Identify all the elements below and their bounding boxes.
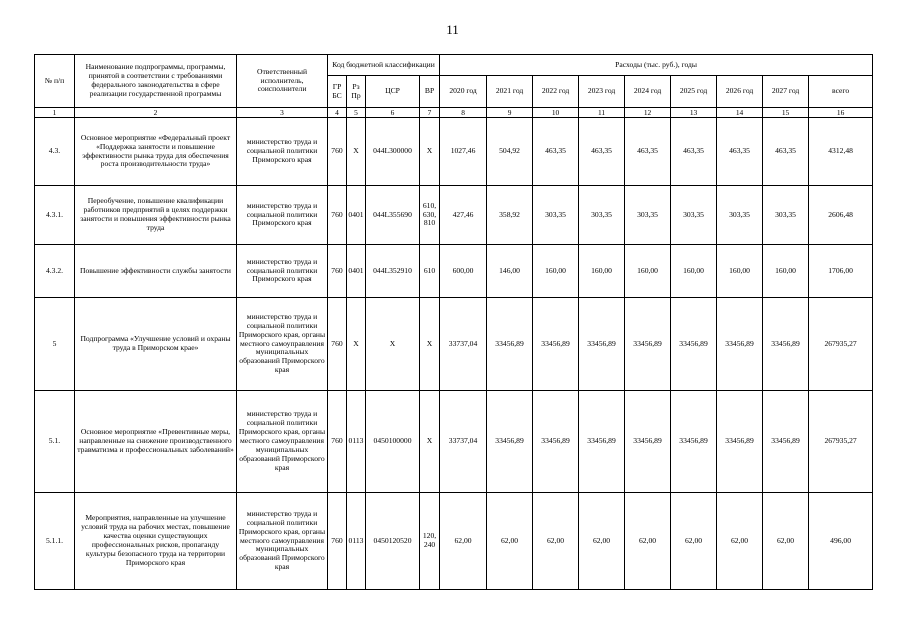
column-number: 11 — [579, 108, 625, 118]
row-grbs: 760 — [328, 391, 347, 493]
row-responsible: министерство труда и социальной политики Приморского края — [237, 245, 328, 298]
row-value: 303,35 — [533, 186, 579, 245]
header-year: 2024 год — [625, 76, 671, 108]
column-number: 5 — [347, 108, 366, 118]
row-grbs: 760 — [328, 118, 347, 186]
row-grbs: 760 — [328, 298, 347, 391]
row-value: 62,00 — [625, 493, 671, 590]
header-year: 2022 год — [533, 76, 579, 108]
row-value: 33737,04 — [440, 391, 487, 493]
column-number: 9 — [487, 108, 533, 118]
table-row — [35, 493, 873, 590]
header-year: 2027 год — [763, 76, 809, 108]
row-value: 33456,89 — [671, 391, 717, 493]
column-number: 4 — [328, 108, 347, 118]
column-number: 10 — [533, 108, 579, 118]
row-num: 4.3. — [35, 118, 75, 186]
row-value: 33456,89 — [533, 391, 579, 493]
row-value: 33456,89 — [671, 298, 717, 391]
row-rzpr: 0113 — [347, 493, 366, 590]
header-year: 2025 год — [671, 76, 717, 108]
row-num: 5.1. — [35, 391, 75, 493]
header-total: всего — [809, 76, 873, 108]
row-value: 463,35 — [533, 118, 579, 186]
header-grbs: ГР БС — [328, 76, 347, 108]
header-rzpr: Рз Пр — [347, 76, 366, 108]
row-value: 160,00 — [533, 245, 579, 298]
row-num: 4.3.2. — [35, 245, 75, 298]
row-value: 33456,89 — [579, 298, 625, 391]
row-value: 358,92 — [487, 186, 533, 245]
row-value: 33456,89 — [487, 298, 533, 391]
table-row — [35, 391, 873, 493]
row-value: 1027,46 — [440, 118, 487, 186]
row-name: Подпрограмма «Улучшение условий и охраны труда в Приморском крае» — [75, 298, 237, 391]
header-row-top — [35, 55, 873, 76]
page-number: 11 — [446, 22, 459, 37]
row-rzpr: 0401 — [347, 245, 366, 298]
header-num: № п/п — [35, 55, 75, 108]
column-number: 13 — [671, 108, 717, 118]
row-value: 146,00 — [487, 245, 533, 298]
row-value: 62,00 — [579, 493, 625, 590]
row-value: 463,35 — [763, 118, 809, 186]
row-value: 303,35 — [579, 186, 625, 245]
table-row — [35, 245, 873, 298]
row-value: 33737,04 — [440, 298, 487, 391]
row-value: 463,35 — [625, 118, 671, 186]
row-name: Основное мероприятие «Превентивные меры, направленные на снижение производственного травматизма и профессиональных заболеваний» — [75, 391, 237, 493]
column-number: 3 — [237, 108, 328, 118]
row-value: 463,35 — [717, 118, 763, 186]
table-row — [35, 298, 873, 391]
column-number: 7 — [420, 108, 440, 118]
row-value: 463,35 — [671, 118, 717, 186]
row-value: 303,35 — [671, 186, 717, 245]
row-value: 160,00 — [763, 245, 809, 298]
row-responsible: министерство труда и социальной политики Приморского края — [237, 118, 328, 186]
row-responsible: министерство труда и социальной политики Приморского края, органы местного самоуправления муниципальных образований Приморского края — [237, 493, 328, 590]
column-number: 1 — [35, 108, 75, 118]
budget-table — [34, 54, 873, 590]
row-value: 62,00 — [763, 493, 809, 590]
row-grbs: 760 — [328, 245, 347, 298]
row-value: 62,00 — [533, 493, 579, 590]
column-number: 8 — [440, 108, 487, 118]
header-responsible: Ответственный исполнитель, соисполнители — [237, 55, 328, 108]
row-value: 33456,89 — [763, 391, 809, 493]
row-csr: 044L300000 — [366, 118, 420, 186]
row-value: 160,00 — [625, 245, 671, 298]
row-rzpr: X — [347, 118, 366, 186]
row-rzpr: X — [347, 298, 366, 391]
row-name: Переобучение, повышение квалификации работников предприятий в целях поддержки занятости и повышения эффективности рынка труда — [75, 186, 237, 245]
row-value: 463,35 — [579, 118, 625, 186]
row-value: 160,00 — [671, 245, 717, 298]
column-number: 12 — [625, 108, 671, 118]
row-responsible: министерство труда и социальной политики Приморского края — [237, 186, 328, 245]
table-row — [35, 118, 873, 186]
row-value: 33456,89 — [625, 298, 671, 391]
header-expenses: Расходы (тыс. руб.), годы — [440, 55, 873, 76]
row-value: 33456,89 — [763, 298, 809, 391]
row-value: 303,35 — [717, 186, 763, 245]
row-num: 4.3.1. — [35, 186, 75, 245]
row-num: 5 — [35, 298, 75, 391]
header-year: 2020 год — [440, 76, 487, 108]
row-responsible: министерство труда и социальной политики Приморского края, органы местного самоуправления муниципальных образований Приморского края — [237, 391, 328, 493]
row-value: 33456,89 — [717, 298, 763, 391]
row-name: Повышение эффективности службы занятости — [75, 245, 237, 298]
row-value: 160,00 — [717, 245, 763, 298]
row-responsible: министерство труда и социальной политики Приморского края, органы местного самоуправления муниципальных образований Приморского края — [237, 298, 328, 391]
row-vr: 610, 630, 810 — [420, 186, 440, 245]
row-value: 33456,89 — [625, 391, 671, 493]
row-value: 62,00 — [440, 493, 487, 590]
header-year: 2021 год — [487, 76, 533, 108]
row-num: 5.1.1. — [35, 493, 75, 590]
row-value: 33456,89 — [579, 391, 625, 493]
row-csr: 0450120520 — [366, 493, 420, 590]
header-csr: ЦСР — [366, 76, 420, 108]
row-total: 267935,27 — [809, 391, 873, 493]
row-csr: X — [366, 298, 420, 391]
column-number-row — [35, 108, 873, 118]
row-csr: 0450100000 — [366, 391, 420, 493]
row-value: 303,35 — [763, 186, 809, 245]
row-csr: 044L352910 — [366, 245, 420, 298]
row-rzpr: 0113 — [347, 391, 366, 493]
row-value: 62,00 — [717, 493, 763, 590]
row-vr: 120, 240 — [420, 493, 440, 590]
column-number: 6 — [366, 108, 420, 118]
column-number: 14 — [717, 108, 763, 118]
header-budget-code: Код бюджетной классификации — [328, 55, 440, 76]
row-total: 4312,48 — [809, 118, 873, 186]
row-grbs: 760 — [328, 493, 347, 590]
row-rzpr: 0401 — [347, 186, 366, 245]
column-number: 15 — [763, 108, 809, 118]
row-value: 303,35 — [625, 186, 671, 245]
row-value: 62,00 — [487, 493, 533, 590]
row-csr: 044L355690 — [366, 186, 420, 245]
header-name: Наименование подпрограммы, программы, принятой в соответствии с требованиями федерального законодательства в сфере реализации государственной программы — [75, 55, 237, 108]
column-number: 16 — [809, 108, 873, 118]
row-value: 600,00 — [440, 245, 487, 298]
row-name: Основное мероприятие «Федеральный проект «Поддержка занятости и повышение эффективности рынка труда для обеспечения роста производительности труда» — [75, 118, 237, 186]
row-total: 1706,00 — [809, 245, 873, 298]
row-grbs: 760 — [328, 186, 347, 245]
row-value: 160,00 — [579, 245, 625, 298]
row-value: 504,92 — [487, 118, 533, 186]
header-vr: ВР — [420, 76, 440, 108]
row-total: 2606,48 — [809, 186, 873, 245]
row-name: Мероприятия, направленные на улучшение условий труда на рабочих местах, повышение качества оценки существующих профессиональных рисков, пропаганду культуры безопасного труда на территории Приморского края — [75, 493, 237, 590]
row-total: 267935,27 — [809, 298, 873, 391]
row-value: 33456,89 — [533, 298, 579, 391]
row-value: 33456,89 — [717, 391, 763, 493]
table-row — [35, 186, 873, 245]
row-vr: 610 — [420, 245, 440, 298]
row-value: 33456,89 — [487, 391, 533, 493]
row-vr: X — [420, 298, 440, 391]
row-vr: X — [420, 118, 440, 186]
row-value: 62,00 — [671, 493, 717, 590]
header-year: 2023 год — [579, 76, 625, 108]
column-number: 2 — [75, 108, 237, 118]
row-total: 496,00 — [809, 493, 873, 590]
row-vr: X — [420, 391, 440, 493]
header-year: 2026 год — [717, 76, 763, 108]
row-value: 427,46 — [440, 186, 487, 245]
